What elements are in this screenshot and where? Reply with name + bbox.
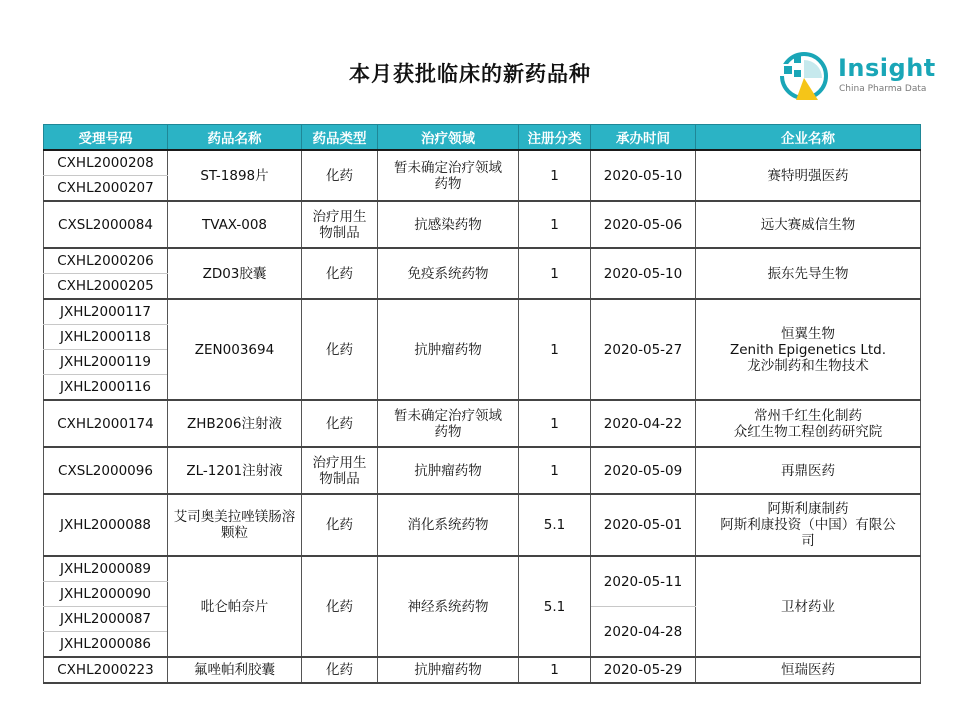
therapeutic-area-cell: 抗肿瘤药物 (378, 657, 519, 683)
new-drugs-table (43, 124, 921, 684)
acceptance-no-cell: JXHL2000087 (44, 607, 168, 632)
company-line: 众红生物工程创药研究院 (733, 423, 883, 440)
acceptance-no-cell: CXHL2000174 (44, 400, 168, 447)
acceptance-no-cell: JXHL2000118 (44, 325, 168, 350)
company-line: 司 (801, 533, 815, 549)
therapeutic-area-cell (378, 400, 519, 447)
therapeutic-area-cell: 消化系统药物 (378, 494, 519, 556)
drug-name-cell: 吡仑帕奈片 (168, 556, 302, 657)
col-header-date: 承办时间 (591, 125, 696, 151)
acceptance-no-cell: JXHL2000090 (44, 582, 168, 607)
date-cell: 2020-05-10 (591, 150, 696, 201)
area-line: 药物 (434, 175, 462, 192)
acceptance-no-cell: CXSL2000084 (44, 201, 168, 248)
drug-type-cell: 化药 (302, 150, 378, 201)
acceptance-no-cell: JXHL2000088 (44, 494, 168, 556)
type-line: 物制品 (319, 224, 360, 241)
table-row (44, 201, 921, 248)
table-row (44, 150, 921, 176)
insight-logo-icon (778, 50, 834, 102)
drug-name-cell: 氟唑帕利胶囊 (168, 657, 302, 683)
therapeutic-area-cell: 抗肿瘤药物 (378, 447, 519, 494)
table-row (44, 556, 921, 582)
table-row (44, 248, 921, 274)
area-line: 暂未确定治疗领域 (394, 407, 502, 424)
insight-logo (778, 50, 938, 102)
drug-type-cell: 化药 (302, 400, 378, 447)
company-line: Zenith Epigenetics Ltd. (729, 341, 887, 358)
date-cell: 2020-05-11 (591, 556, 696, 607)
date-cell: 2020-04-22 (591, 400, 696, 447)
drug-name-cell: ST-1898片 (168, 150, 302, 201)
type-line: 治疗用生 (312, 454, 367, 471)
drug-name-cell: ZD03胶囊 (168, 248, 302, 299)
date-cell: 2020-04-28 (591, 607, 696, 658)
company-cell: 远大赛威信生物 (696, 201, 921, 248)
table-row (44, 494, 921, 556)
registration-class-cell: 1 (519, 201, 591, 248)
company-cell: 再鼎医药 (696, 447, 921, 494)
date-cell: 2020-05-27 (591, 299, 696, 400)
company-line: 龙沙制药和生物技术 (747, 357, 869, 374)
acceptance-no-cell: CXHL2000223 (44, 657, 168, 683)
therapeutic-area-cell: 抗肿瘤药物 (378, 299, 519, 400)
col-header-acceptance-no: 受理号码 (44, 125, 168, 151)
company-cell: 卫材药业 (696, 556, 921, 657)
drug-type-cell: 化药 (302, 494, 378, 556)
col-header-therapeutic-area: 治疗领域 (378, 125, 519, 151)
date-cell: 2020-05-10 (591, 248, 696, 299)
date-cell: 2020-05-29 (591, 657, 696, 683)
date-cell: 2020-05-09 (591, 447, 696, 494)
acceptance-no-cell: JXHL2000086 (44, 632, 168, 658)
logo-subtitle: China Pharma Data (839, 84, 927, 94)
table-row (44, 447, 921, 494)
col-header-company: 企业名称 (696, 125, 921, 151)
acceptance-no-cell: CXSL2000096 (44, 447, 168, 494)
acceptance-no-cell: CXHL2000208 (44, 150, 168, 176)
drug-type-cell (302, 201, 378, 248)
drug-type-cell (302, 447, 378, 494)
table-row (44, 657, 921, 683)
therapeutic-area-cell: 抗感染药物 (378, 201, 519, 248)
date-cell: 2020-05-01 (591, 494, 696, 556)
registration-class-cell: 1 (519, 657, 591, 683)
acceptance-no-cell: CXHL2000207 (44, 176, 168, 202)
area-line: 药物 (434, 423, 462, 440)
therapeutic-area-cell: 神经系统药物 (378, 556, 519, 657)
drug-type-cell: 化药 (302, 657, 378, 683)
registration-class-cell: 1 (519, 400, 591, 447)
therapeutic-area-cell (378, 150, 519, 201)
table-row (44, 400, 921, 447)
col-header-drug-name: 药品名称 (168, 125, 302, 151)
registration-class-cell: 5.1 (519, 494, 591, 556)
company-cell (696, 494, 921, 556)
table-header-row (44, 125, 921, 151)
registration-class-cell: 1 (519, 150, 591, 201)
col-header-drug-type: 药品类型 (302, 125, 378, 151)
drug-type-cell: 化药 (302, 556, 378, 657)
col-header-registration-class: 注册分类 (519, 125, 591, 151)
company-line: 恒翼生物 (781, 325, 835, 342)
type-line: 治疗用生 (312, 208, 367, 225)
drug-type-cell: 化药 (302, 248, 378, 299)
company-cell (696, 299, 921, 400)
therapeutic-area-cell: 免疫系统药物 (378, 248, 519, 299)
company-line: 阿斯利康制药 (767, 501, 849, 517)
logo-name: Insight (838, 54, 936, 82)
drug-name-cell: ZEN003694 (168, 299, 302, 400)
type-line: 物制品 (319, 470, 360, 487)
registration-class-cell: 1 (519, 248, 591, 299)
table-row (44, 299, 921, 325)
acceptance-no-cell: JXHL2000117 (44, 299, 168, 325)
company-cell: 恒瑞医药 (696, 657, 921, 683)
acceptance-no-cell: CXHL2000205 (44, 274, 168, 300)
area-line: 暂未确定治疗领域 (394, 159, 502, 176)
registration-class-cell: 1 (519, 447, 591, 494)
acceptance-no-cell: CXHL2000206 (44, 248, 168, 274)
acceptance-no-cell: JXHL2000116 (44, 375, 168, 401)
drug-name-cell: ZL-1201注射液 (168, 447, 302, 494)
drug-name-cell: TVAX-008 (168, 201, 302, 248)
company-cell: 赛特明强医药 (696, 150, 921, 201)
date-cell: 2020-05-06 (591, 201, 696, 248)
drug-type-cell: 化药 (302, 299, 378, 400)
registration-class-cell: 5.1 (519, 556, 591, 657)
acceptance-no-cell: JXHL2000089 (44, 556, 168, 582)
company-cell: 振东先导生物 (696, 248, 921, 299)
registration-class-cell: 1 (519, 299, 591, 400)
company-line: 阿斯利康投资（中国）有限公 (720, 517, 896, 533)
acceptance-no-cell: JXHL2000119 (44, 350, 168, 375)
company-cell (696, 400, 921, 447)
company-line: 常州千红生化制药 (754, 407, 862, 424)
drug-name-cell: ZHB206注射液 (168, 400, 302, 447)
page-title: 本月获批临床的新药品种 (349, 62, 591, 86)
drug-name-cell: 艾司奥美拉唑镁肠溶颗粒 (168, 494, 302, 556)
